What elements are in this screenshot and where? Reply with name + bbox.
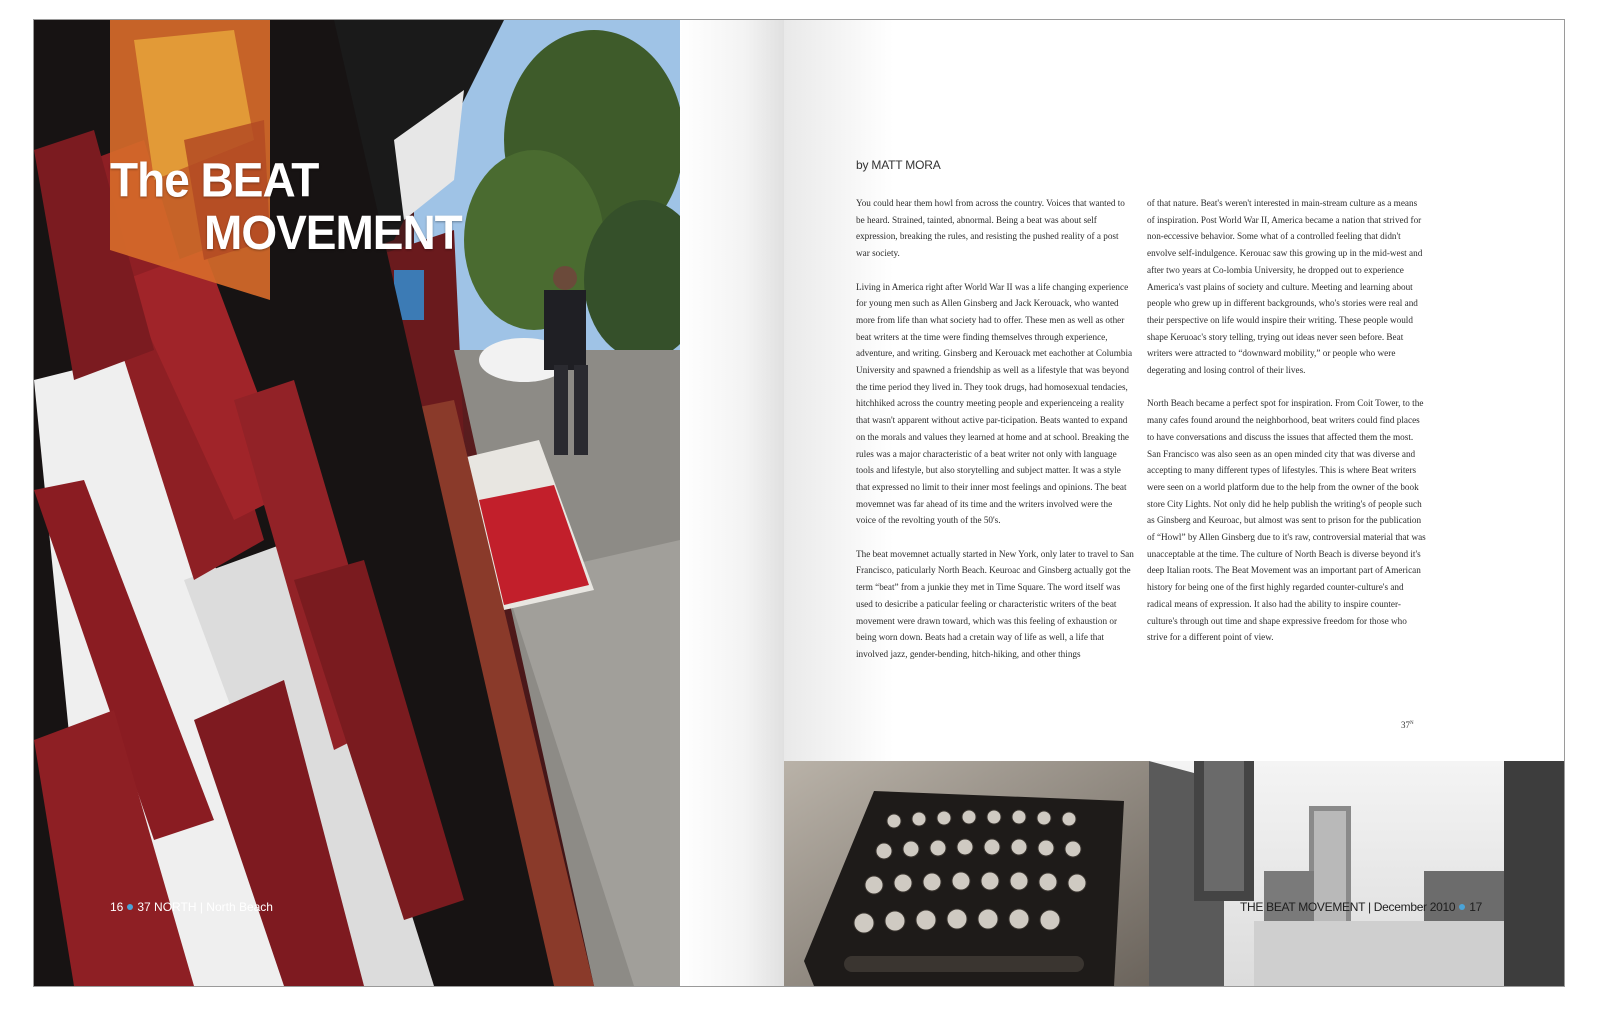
gutter-shadow xyxy=(680,20,799,986)
photo-strip-illustration xyxy=(784,761,1564,986)
end-mark xyxy=(1401,720,1414,730)
paragraph: Living in America right after World War II was a life changing experience for young men such as Allen Ginsberg and Jack Kerouack, who wanted more from life than what society had to offer. These men as well as other beat writers at the time were finding themselves through experience, adventure, and writing. Ginsberg and Kerouack met eachother at Columbia University and spawned a friendship as well as a lifestyle that was beyond the time period they lived in. They took drugs, had homosexual tendacies, hitchhiked across the country meeting people and experienceing a reality that wasn't apparent without active par-ticipation. Beats wanted to expand on the morals and values they learned at home and at school. Breaking the rules was a major characteristic of a beat writer not only with language tools and lifestyle, but also storytelling and subject matter. It was a style that expressed no limit to their inner most feelings and opinions. The beat movemnet was far ahead of its time and the writers involved were the voice of the revolting youth of the 50's. xyxy=(856,281,1133,526)
paragraph: of that nature. Beat's weren't interested in main-stream culture as a means of inspiration. Post World War II, America became a nation that strived for non-eccessive behavior. Some what of a controlled feeling that didn't envolve self-indulgence. Kerouac saw this growing up in the mid-west and after two years at Co-lombia University, he dropped out to experience America's vast plains of society and culture. Meeting and learning about people who grew up in different backgrounds, who's stories were real and their perspective on life would inspire their writing. These people would shape Keruoac's story telling, trying out ideas never seen before. Beat writers were attracted to “downward mobility,” or people who were degerating and losing control of their lives. xyxy=(1147,198,1423,376)
right-page-number: 17 xyxy=(1469,900,1483,914)
bullet-dot-icon xyxy=(127,904,133,910)
left-page-footer xyxy=(110,900,273,914)
left-footer-text: 37 NORTH | North Beach xyxy=(137,900,273,914)
left-page xyxy=(34,20,799,986)
bullet-dot-icon xyxy=(1459,904,1465,910)
end-mark-sup: N xyxy=(1410,721,1414,726)
body-column-1 xyxy=(856,195,1134,679)
paragraph: The beat movemnet actually started in New York, only later to travel to San Francisco, paticularly North Beach. Keuroac and Ginsberg actually got the term “beat” from a junkie they met in Time Square. The word itself was used to desicribe a paticular feeling or characteristic writers of the beat movement were drawn toward, which was this feeling of exhaustion or being worn down. Beats had a cretain way of life as well, a life that involved jazz, gender-bending, hitch-hiking, and other things xyxy=(856,548,1134,659)
photo-strip xyxy=(784,761,1564,986)
right-page-footer xyxy=(1240,900,1482,914)
title-line-1: The BEAT xyxy=(110,152,319,208)
right-footer-text: THE BEAT MOVEMENT | December 2010 xyxy=(1240,900,1456,914)
paragraph: North Beach became a perfect spot for inspiration. From Coit Tower, to the many cafes found around the neighborhood, beat writers could find places to have conversations and discuss the issues that affected them the most. San Francisco was also seen as an open minded city that was diverse and accepting to many different types of lifestyles. This is where Beat writers were seen on a world platform due to the help from the owner of the book store City Lights. Not only did he help publish the writing's of people such as Ginsberg and Keuroac, but almost was sent to prison for the publication of “Howl” by Allen Ginsberg due to it's raw, controversial material that was unacceptable at the time. The culture of North Beach is diverse beyond it's deep Italian roots. The Beat Movement was an important part of American history for being one of the first highly regarded counter-culture's and radical means of expression. It also had the ability to inspire counter-culture's through out time and shape expressive freedom for those who strive for a different point of view. xyxy=(1147,398,1426,643)
right-page xyxy=(784,20,1564,986)
paragraph: You could hear them howl from across the country. Voices that wanted to be heard. Strained, tainted, abnormal. Being a beat was about self expression, breaking the rules, and resisting the pushed reality of a post war society. xyxy=(856,198,1125,259)
end-mark-number: 37 xyxy=(1401,720,1410,730)
body-column-2 xyxy=(1147,195,1427,663)
article-title xyxy=(110,154,462,259)
byline: by MATT MORA xyxy=(856,158,941,172)
title-line-2: MOVEMENT xyxy=(204,204,462,260)
magazine-spread xyxy=(34,20,1564,986)
left-page-number: 16 xyxy=(110,900,124,914)
